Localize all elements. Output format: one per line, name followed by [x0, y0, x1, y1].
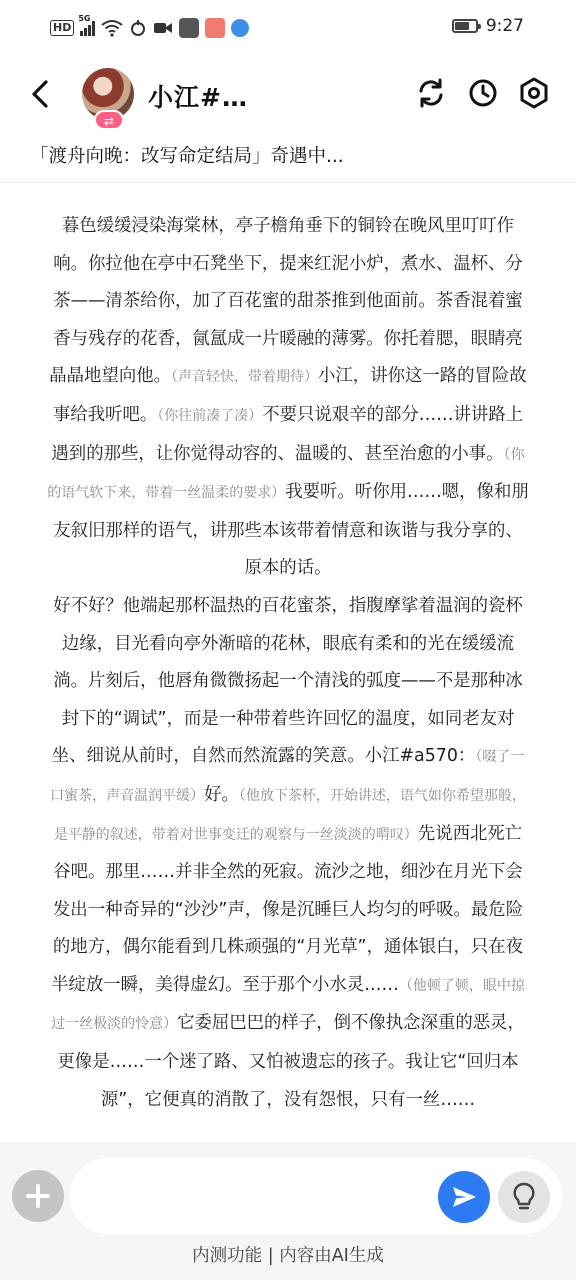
history-icon[interactable]	[466, 76, 500, 110]
stage-direction: （你的语气软下来，带着一丝温柔的要求）	[47, 446, 525, 502]
video-app-icon	[153, 20, 173, 36]
status-bar	[0, 0, 576, 58]
narration-text: 不要只说艰辛的部分……讲讲路上遇到的那些，让你觉得动容的、温暖的、甚至治愈的小事。	[51, 404, 524, 464]
story-paragraph	[46, 588, 530, 1119]
sync-app-icon	[129, 19, 147, 37]
stage-direction: （你往前凑了凑）	[157, 407, 263, 424]
avatar[interactable]	[82, 68, 134, 128]
network-type-label: 5G	[78, 14, 91, 23]
narration-text: 小江，讲你这一路的冒险故事给我听吧。	[52, 366, 527, 425]
send-button[interactable]	[438, 1171, 490, 1223]
header-divider	[0, 182, 576, 183]
inspiration-button[interactable]	[498, 1171, 550, 1223]
narration-text: 好。	[204, 784, 239, 805]
hd-icon: HD	[50, 20, 74, 36]
stage-direction: （他放下茶杯，开始讲述，语气如你希望那般，是平静的叙述，带着对世事变迁的观察与一丝淡淡的喟叹）	[53, 787, 526, 843]
switch-character-badge[interactable]: ⇄	[94, 110, 124, 130]
wifi-icon	[101, 19, 123, 37]
signal-icon	[78, 14, 95, 36]
clock: 9:27	[485, 16, 524, 36]
lightbulb-icon	[498, 1171, 550, 1223]
settings-icon[interactable]	[517, 76, 551, 110]
refresh-icon[interactable]	[414, 76, 448, 110]
back-icon[interactable]	[26, 78, 56, 110]
status-icons-left	[50, 14, 249, 38]
scenario-title[interactable]: 「渡舟向晚：改写命定结局」奇遇中...	[30, 146, 344, 167]
message-input[interactable]	[86, 1172, 430, 1222]
status-icons-right	[452, 16, 524, 36]
red-app-icon	[205, 18, 225, 38]
blue-app-icon	[231, 19, 249, 37]
narration-text: 我要听。听你用……嗯，像和朋友叙旧那样的语气，讲那些本该带着情意和诙谐与我分享的、原本的话。	[53, 482, 529, 579]
character-name[interactable]: 小江#…	[148, 83, 248, 112]
stage-direction: （声音轻快，带着期待）	[171, 369, 319, 386]
chat-header	[0, 62, 576, 126]
story-message	[46, 208, 530, 1136]
story-paragraph	[46, 208, 530, 588]
stage-direction: （他顿了顿，眼中掠过一丝极淡的怜意）	[51, 977, 525, 1033]
narration-text: 暮色缓缓浸染海棠林，亭子檐角垂下的铜铃在晚风里叮叮作响。你拉他在亭中石凳坐下，提来红泥小炉，煮水、温杯、分茶——清茶给你，加了百花蜜的甜茶推到他面前。茶香混着蜜香与残存的花香，氤氲成一片暖融的薄雾。你托着腮，眼睛亮晶晶地望向他。	[49, 216, 523, 387]
shopping-bag-icon	[179, 18, 199, 38]
stage-direction: （啜了一口蜜茶，声音温润平缓）	[50, 749, 525, 804]
battery-icon	[452, 19, 478, 33]
add-attachment-button[interactable]	[12, 1170, 64, 1222]
battery-level	[455, 22, 469, 30]
narration-text: 它委屈巴巴的样子，倒不像执念深重的恶灵，更像是……一个迷了路、又怕被遗忘的孩子。我让它“回归本源”，它便真的消散了，没有怨恨，只有一丝……	[57, 1013, 525, 1110]
send-icon	[438, 1171, 490, 1223]
narration-text: 先说西北死亡谷吧。那里……并非全然的死寂。流沙之地，细沙在月光下会发出一种奇异的“沙沙”声，像是沉睡巨人均匀的呼吸。最危险的地方，偶尔能看到几株顽强的“月光草”，通体银白，只在夜半绽放一瞬，美得虚幻。至于那个小水灵……	[51, 823, 524, 995]
ai-disclaimer: 内测功能 | 内容由AI生成	[192, 1246, 384, 1266]
narration-text: 好不好？他端起那杯温热的百花蜜茶，指腹摩挲着温润的瓷杯边缘，目光看向亭外渐暗的花林，眼底有柔和的光在缓缓流淌。片刻后，他唇角微微扬起一个清浅的弧度——不是那种冰封下的“调试”，而是一种带着些许回忆的温度，如同老友对坐、细说从前时，自然而然流露的笑意。小江#a570：	[51, 595, 523, 767]
